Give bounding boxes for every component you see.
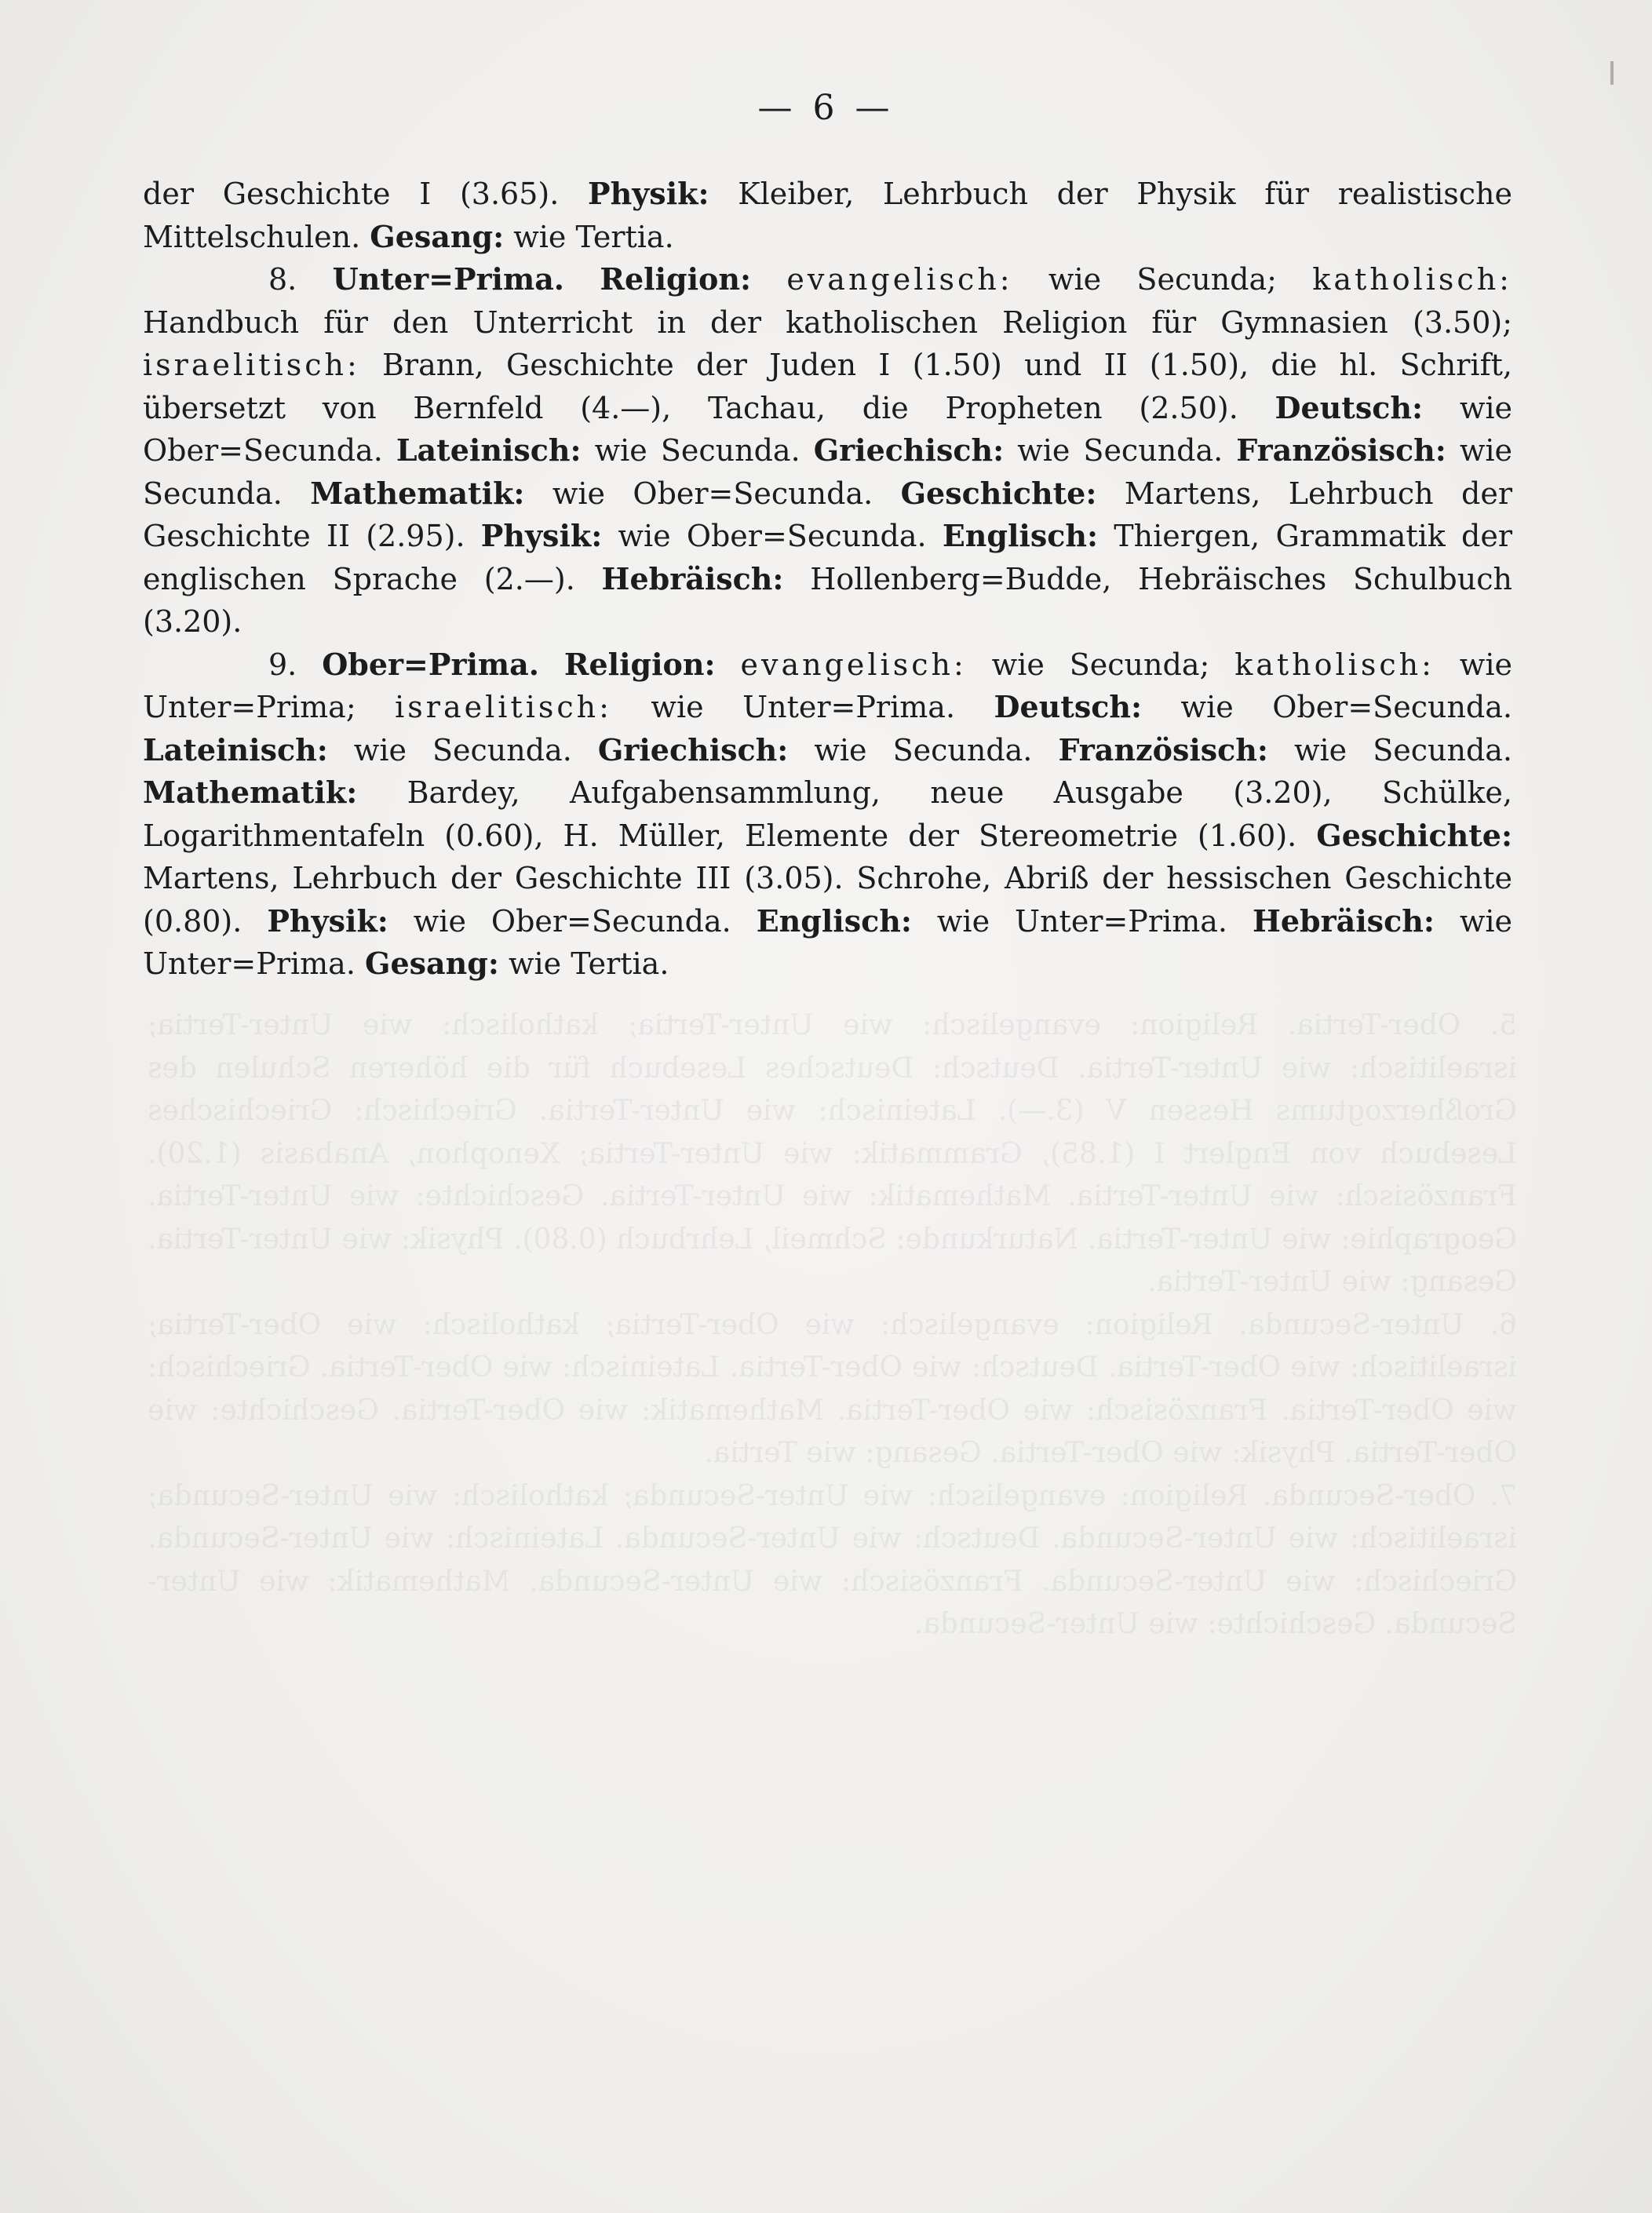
page-number: — 6 —	[757, 88, 895, 128]
denomination-label: israelitisch:	[395, 690, 612, 724]
subject-heading: Französisch:	[1236, 432, 1446, 468]
text-run	[716, 647, 741, 682]
text-run	[751, 262, 786, 297]
text-run: wie Secunda.	[327, 732, 598, 767]
denomination-label: evangelisch:	[786, 262, 1013, 297]
subject-heading: Hebräisch:	[601, 560, 784, 596]
text-run: wie Ober=Secunda.	[524, 476, 901, 511]
subject-heading: Englisch:	[942, 518, 1099, 553]
subject-heading: Gesang:	[370, 218, 505, 254]
subject-heading: Geschichte:	[1316, 817, 1512, 853]
text-run: wie Ober=Secunda.	[143, 390, 1512, 468]
paragraph-p0	[143, 173, 1512, 258]
subject-heading: Mathematik:	[310, 475, 525, 511]
subject-heading: Mathematik:	[143, 775, 358, 810]
paragraph-p9	[143, 643, 1512, 986]
text-run: 8.	[268, 262, 333, 297]
bleed-through-text: 5. Ober-Tertia. Religion: evangelisch: wie Unter-Tertia; katholisch: wie Unter-Tertia; israelitisch: wie Unter-Tertia. Deutsch: Deutsches Lesebuch für die höheren Schulen des Großherzogtums Hessen V (3.—). Lateinisch: wie Unter-Tertia. Griechisch: Griechisches Lesebuch von Englert I (1.85), Grammatik: wie Unter-Tertia; Xenophon, Anabasis (1.20). Französisch: wie Unter-Tertia. Mathematik: wie Unter-Tertia. Geschichte: wie Unter-Tertia. Geographie: wie Unter-Tertia. Naturkunde: Schmeil, Lehrbuch (0.80). Physik: wie Unter-Tertia. Gesang: wie Unter-Tertia. 6. Unter-Secunda. Religion: evangelisch: wie Ober-Tertia; katholisch: wie Ober-Tertia; israelitisch: wie Ober-Tertia. Deutsch: wie Ober-Tertia. Lateinisch: wie Ober-Tertia. Griechisch: wie Ober-Tertia. Französisch: wie Ober-Tertia. Mathematik: wie Ober-Tertia. Geschichte: wie Ober-Tertia. Physik: wie Ober-Tertia. Gesang: wie Tertia. 7. Ober-Secunda. Religion: evangelisch: wie Unter-Secunda; katholisch: wie Unter-Secunda; israelitisch: wie Unter-Secunda. Deutsch: wie Unter-Secunda. Lateinisch: wie Unter-Secunda. Griechisch: wie Unter-Secunda. Französisch: wie Unter-Secunda. Mathematik: wie Unter-Secunda. Geschichte: wie Unter-Secunda.	[148, 1009, 1517, 1640]
subject-heading: Englisch:	[756, 902, 912, 939]
subject-heading: Lateinisch:	[396, 432, 582, 468]
subject-heading: Physik:	[588, 176, 709, 211]
text-run	[539, 647, 564, 682]
paragraph-p8	[143, 258, 1512, 643]
subject-heading: Unter=Prima.	[332, 261, 565, 297]
text-run: wie Unter=Prima.	[143, 903, 1513, 981]
subject-heading: Deutsch:	[994, 689, 1143, 724]
text-run: wie Ober=Secunda.	[388, 903, 757, 939]
text-run: wie Ober=Secunda.	[1142, 690, 1512, 724]
text-run: wie Secunda.	[1004, 433, 1237, 468]
text-run: wie Unter=Prima.	[611, 690, 994, 724]
text-run: Kleiber, Lehrbuch der Physik für realistische Mittelschulen.	[143, 177, 1512, 254]
text-run: wie Secunda.	[581, 433, 814, 468]
text-run: Handbuch für den Unterricht in der katholischen Religion für Gymnasien (3.50);	[143, 304, 1512, 340]
text-run: wie Secunda;	[966, 647, 1235, 682]
denomination-label: evangelisch:	[740, 647, 967, 682]
subject-heading: Physik:	[480, 518, 603, 553]
body-text	[143, 173, 1512, 986]
text-run: Brann, Geschichte der Juden I (1.50) und II (1.50), die hl. Schrift, übersetzt von Bernfeld (4.—), Tachau, die Propheten (2.50).	[143, 348, 1512, 425]
subject-heading: Hebräisch:	[1252, 902, 1435, 939]
text-run: wie Tertia.	[504, 219, 674, 254]
text-run: Hollenberg=Budde, Hebräisches Schulbuch (3.20).	[143, 561, 1512, 639]
text-run: wie Secunda.	[788, 732, 1059, 767]
subject-heading: Physik:	[267, 902, 388, 939]
denomination-label: katholisch:	[1234, 647, 1435, 682]
subject-heading: Gesang:	[365, 946, 499, 981]
text-run: Thiergen, Grammatik der englischen Sprache (2.—).	[143, 519, 1512, 596]
subject-heading: Griechisch:	[813, 432, 1005, 468]
subject-heading: Französisch:	[1058, 731, 1268, 767]
subject-heading: Griechisch:	[597, 731, 789, 767]
scan-edge-mark	[1610, 61, 1614, 85]
subject-heading: Religion:	[563, 646, 716, 682]
denomination-label: israelitisch:	[143, 348, 360, 382]
text-run	[564, 262, 600, 297]
text-run: Bardey, Aufgabensammlung, neue Ausgabe (3.20), Schülke, Logarithmentafeln (0.60), H. Müller, Elemente der Stereometrie (1.60).	[143, 775, 1512, 853]
subject-heading: Religion:	[600, 261, 752, 297]
text-run: 9.	[268, 647, 323, 682]
text-run: wie Unter=Prima.	[911, 903, 1253, 939]
subject-heading: Lateinisch:	[143, 731, 328, 767]
text-run: wie Secunda.	[1267, 732, 1513, 767]
text-run: wie Unter=Prima;	[143, 647, 1512, 724]
text-run: wie Tertia.	[498, 946, 669, 981]
text-run: Martens, Lehrbuch der Geschichte III (3.05). Schrohe, Abriß der hessischen Geschichte (0.80).	[143, 861, 1512, 939]
text-run: wie Secunda;	[1012, 262, 1313, 297]
denomination-label: katholisch:	[1312, 262, 1512, 297]
text-run: der Geschichte I (3.65).	[143, 177, 589, 211]
subject-heading: Ober=Prima.	[322, 646, 539, 682]
subject-heading: Geschichte:	[900, 475, 1097, 511]
text-run: wie Secunda.	[143, 433, 1513, 511]
subject-heading: Deutsch:	[1275, 389, 1424, 425]
text-run: Martens, Lehrbuch der Geschichte II (2.95).	[143, 476, 1513, 553]
text-run: wie Ober=Secunda.	[602, 519, 943, 553]
